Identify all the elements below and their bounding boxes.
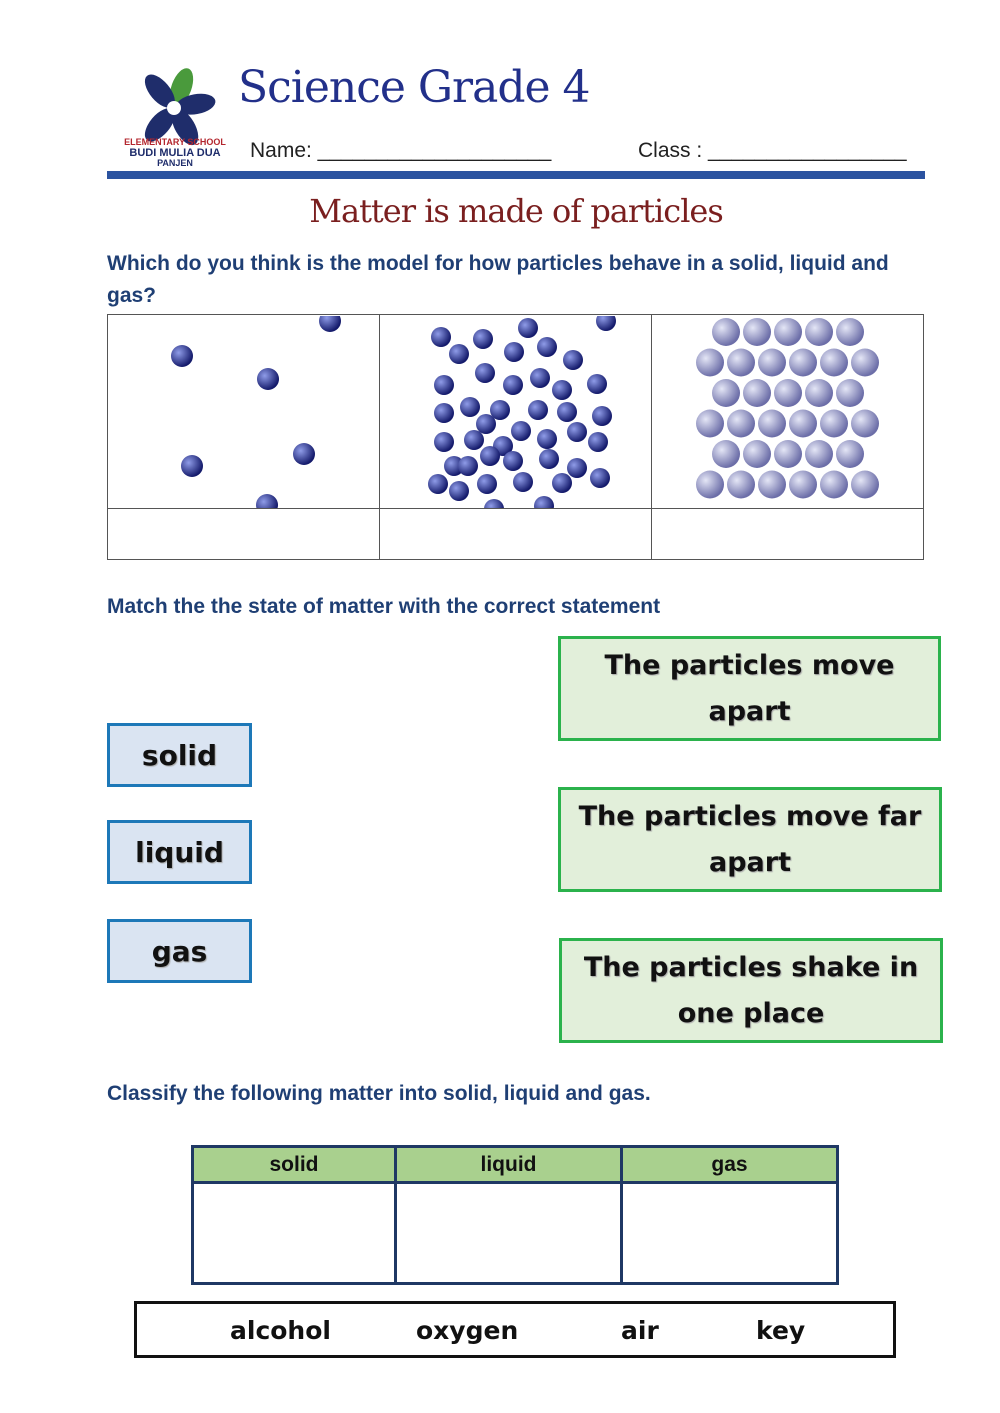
particle — [528, 400, 548, 420]
particle — [590, 468, 610, 488]
particle — [712, 379, 740, 407]
particle — [475, 363, 495, 383]
particle — [592, 406, 612, 426]
particle — [473, 329, 493, 349]
particle — [712, 440, 740, 468]
particle — [256, 494, 278, 508]
column-header-gas: gas — [622, 1147, 838, 1183]
particle — [431, 327, 451, 347]
particle — [477, 474, 497, 494]
particle — [449, 344, 469, 364]
particle — [836, 318, 864, 346]
particle — [552, 473, 572, 493]
particle — [567, 458, 587, 478]
particle-model-table — [107, 314, 924, 560]
particle — [503, 375, 523, 395]
particle — [518, 318, 538, 338]
particle — [774, 440, 802, 468]
particle — [458, 456, 478, 476]
word-bank — [134, 1301, 896, 1358]
particle — [257, 368, 279, 390]
class-field[interactable]: Class : _________________ — [638, 139, 907, 162]
liquid-drop-zone[interactable] — [396, 1183, 622, 1284]
particle — [727, 410, 755, 438]
particle — [171, 345, 193, 367]
particle — [820, 471, 848, 499]
particle — [449, 481, 469, 501]
particle — [712, 318, 740, 346]
logo-school-name: BUDI MULIA DUA — [129, 147, 221, 159]
solid-drop-zone[interactable] — [193, 1183, 396, 1284]
particle — [513, 472, 533, 492]
particle — [805, 379, 833, 407]
worksheet-subtitle: Matter is made of particles — [309, 192, 723, 230]
word-item[interactable]: key — [756, 1316, 806, 1345]
particle — [534, 496, 554, 508]
particle — [758, 471, 786, 499]
particle — [836, 379, 864, 407]
particle — [727, 471, 755, 499]
particle — [504, 342, 524, 362]
particle — [181, 455, 203, 477]
statement-box[interactable]: The particles move far apart — [558, 787, 942, 892]
particle — [460, 397, 480, 417]
particle — [758, 349, 786, 377]
answer-drop-zone[interactable] — [108, 510, 379, 560]
liquid-particles-model-icon — [380, 316, 651, 508]
particle — [539, 449, 559, 469]
particle — [484, 499, 504, 508]
column-header-liquid: liquid — [396, 1147, 622, 1183]
particle — [587, 374, 607, 394]
state-liquid-box[interactable]: liquid — [107, 820, 252, 884]
particle — [537, 429, 557, 449]
particle — [503, 451, 523, 471]
particle — [476, 414, 496, 434]
particle — [434, 432, 454, 452]
particle — [480, 446, 500, 466]
gas-drop-zone[interactable] — [622, 1183, 838, 1284]
particle — [428, 474, 448, 494]
particle — [820, 410, 848, 438]
particle — [789, 471, 817, 499]
logo-school-type: ELEMENTARY SCHOOL — [124, 137, 226, 147]
word-item[interactable]: air — [621, 1316, 659, 1345]
answer-drop-zone[interactable] — [652, 510, 923, 560]
particle — [530, 368, 550, 388]
particle — [805, 440, 833, 468]
particle — [696, 471, 724, 499]
particle — [743, 440, 771, 468]
particle — [789, 410, 817, 438]
word-item[interactable]: oxygen — [416, 1316, 519, 1345]
particle — [820, 349, 848, 377]
particle — [851, 471, 879, 499]
particle — [758, 410, 786, 438]
particle — [537, 337, 557, 357]
particle — [727, 349, 755, 377]
answer-drop-zone[interactable] — [380, 510, 651, 560]
particle — [696, 410, 724, 438]
particle — [293, 443, 315, 465]
word-item[interactable]: alcohol — [230, 1316, 331, 1345]
particle — [851, 349, 879, 377]
particle — [743, 318, 771, 346]
particle — [434, 375, 454, 395]
particle — [557, 402, 577, 422]
worksheet-title: Science Grade 4 — [238, 62, 590, 113]
particle — [563, 350, 583, 370]
solid-particles-model-icon — [652, 316, 923, 508]
statement-box[interactable]: The particles move apart — [558, 636, 941, 741]
particle — [588, 432, 608, 452]
state-solid-box[interactable]: solid — [107, 723, 252, 787]
particle — [567, 422, 587, 442]
particle — [789, 349, 817, 377]
liquid-particles-model-cell — [380, 316, 651, 508]
state-gas-box[interactable]: gas — [107, 919, 252, 983]
statement-box[interactable]: The particles shake in one place — [559, 938, 943, 1043]
gas-particles-model-icon — [108, 316, 379, 508]
column-header-solid: solid — [193, 1147, 396, 1183]
particle — [464, 430, 484, 450]
question-classify: Classify the following matter into solid, liquid and gas. — [107, 1082, 651, 1105]
particle — [774, 318, 802, 346]
particle — [805, 318, 833, 346]
classify-table — [191, 1145, 839, 1285]
table-divider — [108, 508, 923, 509]
particle — [319, 316, 341, 332]
particle — [552, 380, 572, 400]
header-divider — [107, 171, 925, 179]
name-field[interactable]: Name: ____________________ — [250, 139, 552, 162]
particle — [851, 410, 879, 438]
question-particle-model: Which do you think is the model for how particles behave in a solid, liquid and gas? — [107, 252, 889, 307]
particle — [596, 316, 616, 331]
particle — [434, 403, 454, 423]
particle — [743, 379, 771, 407]
solid-particles-model-cell — [652, 316, 923, 508]
question-match-states: Match the the state of matter with the correct statement — [107, 595, 661, 618]
logo-school-location: PANJEN — [157, 158, 193, 168]
particle — [511, 421, 531, 441]
particle — [774, 379, 802, 407]
gas-particles-model-cell — [108, 316, 379, 508]
particle — [836, 440, 864, 468]
particle — [696, 349, 724, 377]
